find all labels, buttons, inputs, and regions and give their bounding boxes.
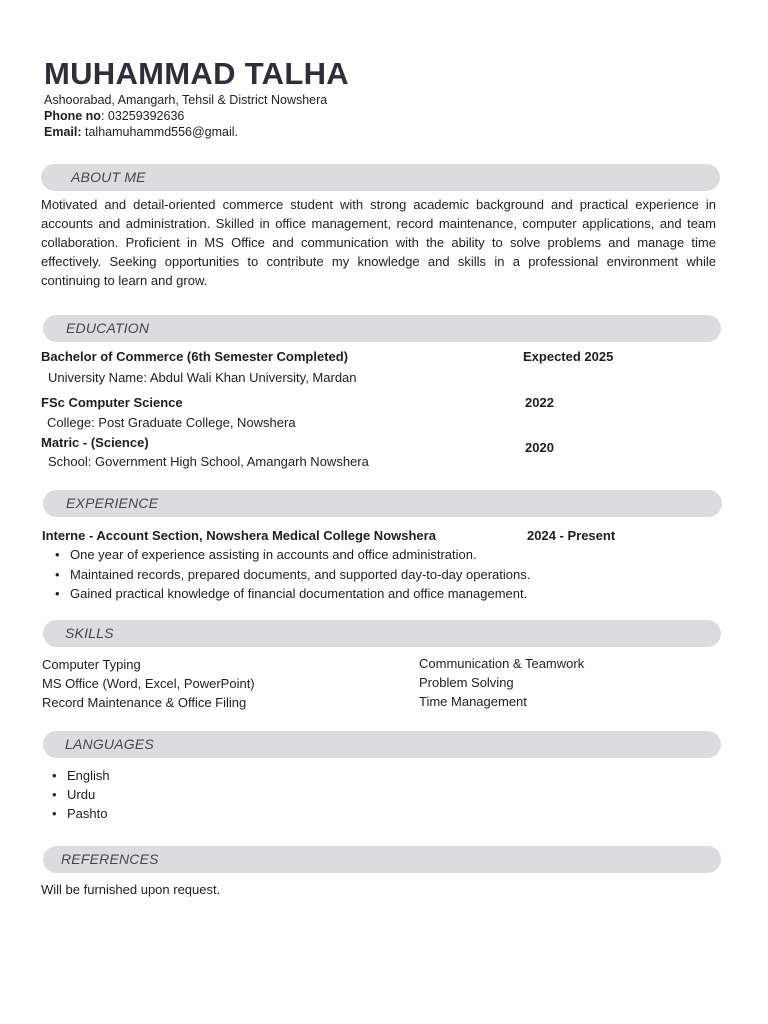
education-institution-2: College: Post Graduate College, Nowshera bbox=[47, 415, 296, 430]
skills-section-title: SKILLS bbox=[65, 625, 114, 641]
about-section-title: ABOUT ME bbox=[71, 169, 146, 185]
about-text: Motivated and detail-oriented commerce student with strong academic background and practical experience in accounts and administration. Skilled in office management, record maintenance, computer applications, and team collaboration. Proficient in MS Office and communication with the ability to solve problems and manage time effectively. Seeking opportunities to contribute my knowledge and skills in a professional environment while continuing to learn and grow. bbox=[41, 197, 716, 288]
experience-period: 2024 - Present bbox=[527, 528, 616, 543]
email-line bbox=[44, 125, 238, 139]
phone-label: Phone no bbox=[44, 109, 101, 123]
language-item-1: • English bbox=[67, 768, 110, 783]
education-degree-3: Matric - (Science) bbox=[41, 435, 149, 450]
experience-section-header bbox=[43, 490, 722, 517]
experience-section-title: EXPERIENCE bbox=[66, 495, 159, 511]
references-text: Will be furnished upon request. bbox=[41, 882, 221, 897]
education-institution-3: School: Government High School, Amangarh Nowshera bbox=[48, 454, 369, 469]
skill-left-3: Record Maintenance & Office Filing bbox=[42, 695, 247, 710]
language-item-2: • Urdu bbox=[67, 787, 95, 802]
language-item-3: • Pashto bbox=[67, 806, 107, 821]
education-institution-1: University Name: Abdul Wali Khan University, Mardan bbox=[48, 370, 357, 385]
skill-left-1: Computer Typing bbox=[42, 657, 141, 672]
experience-bullet-2: • Maintained records, prepared documents, and supported day-to-day operations. bbox=[70, 567, 530, 582]
skill-right-2: Problem Solving bbox=[419, 675, 514, 690]
skills-section-header bbox=[43, 620, 721, 647]
phone-line bbox=[44, 109, 184, 123]
references-section-header bbox=[43, 846, 721, 873]
education-year-3: 2020 bbox=[525, 440, 554, 455]
references-section-title: REFERENCES bbox=[61, 851, 159, 867]
skill-left-2: MS Office (Word, Excel, PowerPoint) bbox=[42, 676, 255, 691]
education-section-title: EDUCATION bbox=[66, 320, 150, 336]
experience-role: Interne - Account Section, Nowshera Medical College Nowshera bbox=[42, 528, 436, 543]
email-value: talhamuhammd556@gmail. bbox=[81, 125, 239, 139]
phone-value: : 03259392636 bbox=[100, 109, 185, 123]
education-year-2: 2022 bbox=[525, 395, 554, 410]
skill-right-3: Time Management bbox=[419, 694, 527, 709]
address: Ashoorabad, Amangarh, Tehsil & District Nowshera bbox=[44, 93, 328, 107]
education-year-1: Expected 2025 bbox=[523, 349, 614, 364]
email-label: Email: bbox=[44, 125, 82, 139]
education-degree-2: FSc Computer Science bbox=[41, 395, 183, 410]
languages-section-title: LANGUAGES bbox=[65, 736, 154, 752]
education-degree-1: Bachelor of Commerce (6th Semester Completed) bbox=[41, 349, 349, 364]
education-section-header bbox=[43, 315, 721, 342]
candidate-name: MUHAMMAD TALHA bbox=[44, 56, 349, 91]
experience-bullet-3: • Gained practical knowledge of financial documentation and office management. bbox=[70, 586, 527, 601]
skill-right-1: Communication & Teamwork bbox=[419, 656, 585, 671]
about-section-header bbox=[41, 164, 720, 191]
experience-bullet-1: • One year of experience assisting in accounts and office administration. bbox=[70, 547, 477, 562]
languages-section-header bbox=[43, 731, 721, 758]
